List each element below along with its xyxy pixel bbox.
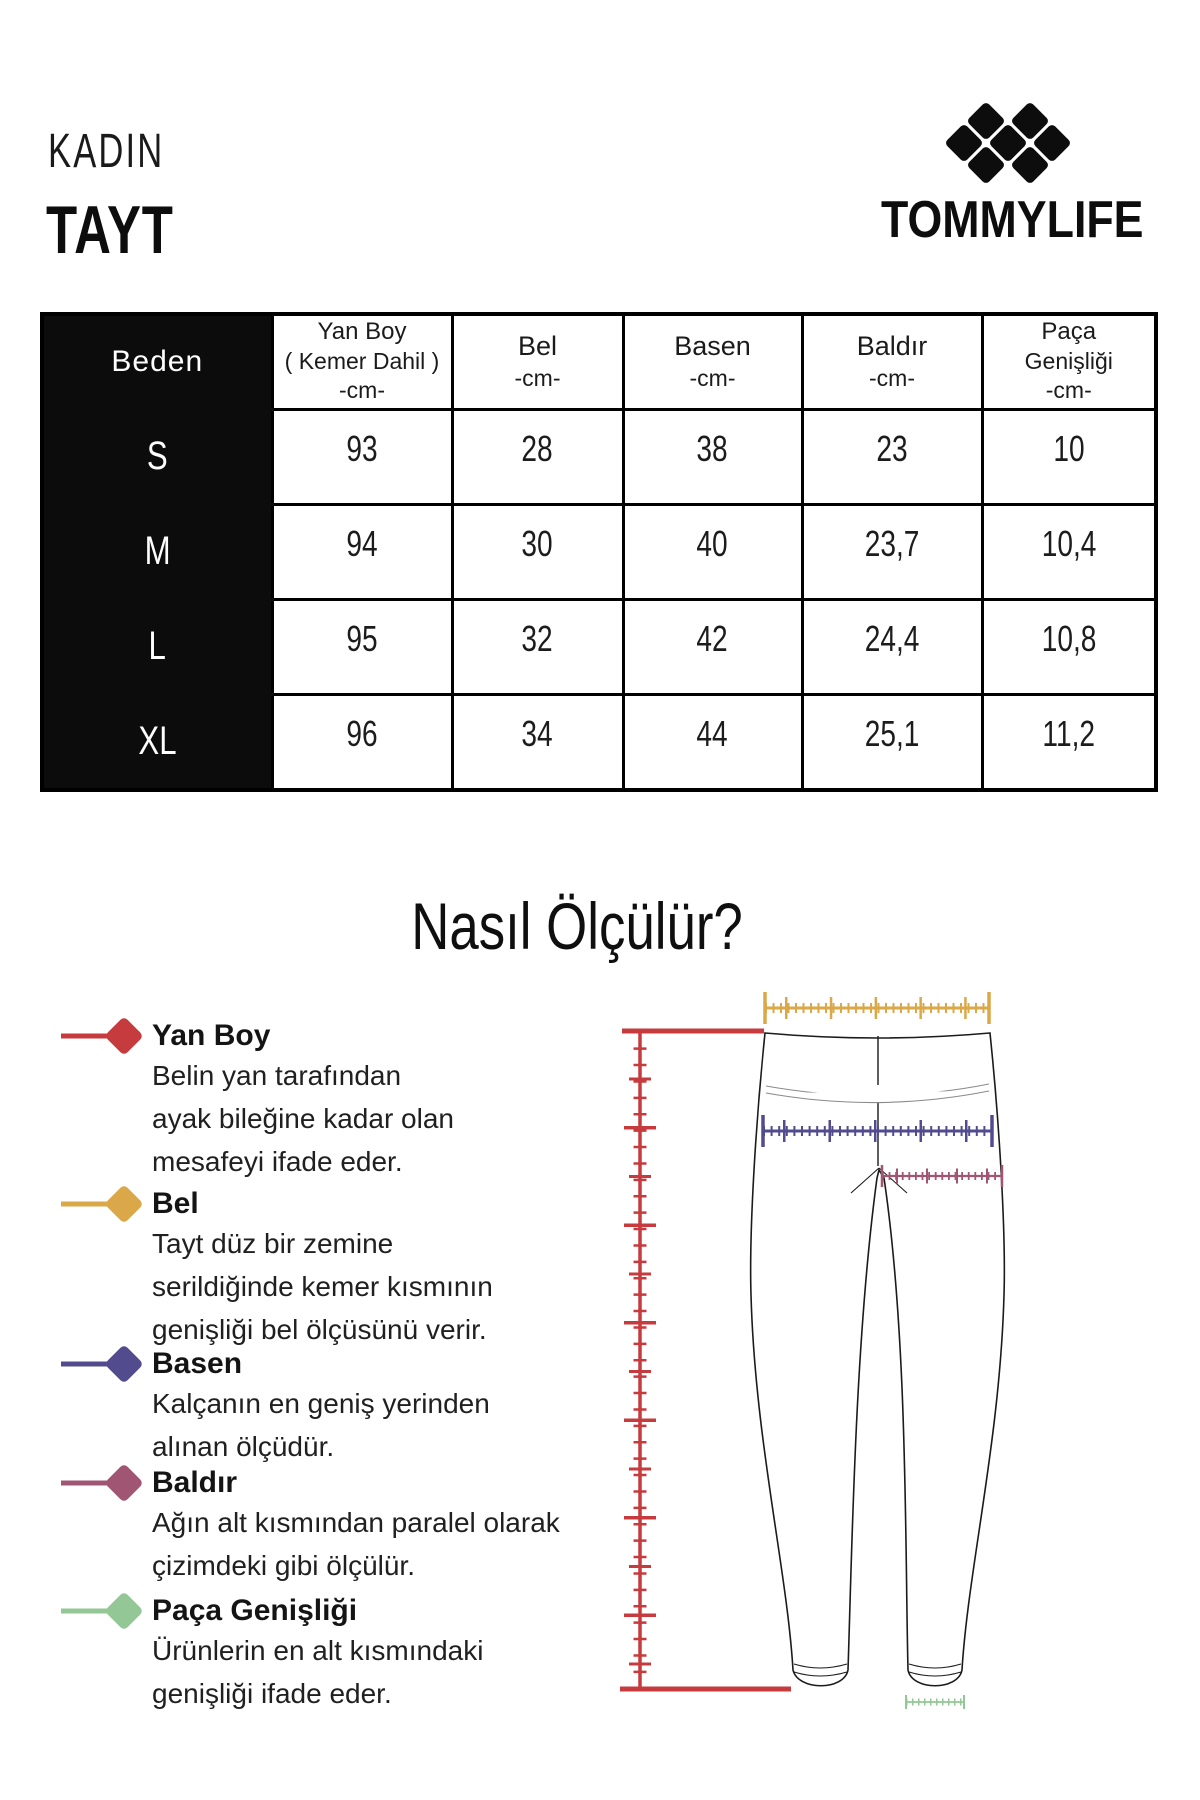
bel-ruler [765,992,989,1024]
cell-l-paca: 10,8 [982,599,1156,694]
legend-label: Baldır [152,1466,238,1499]
cell-s-baldir: 23 [802,409,982,504]
baldir-diamond-icon [58,1455,150,1511]
cell-xl-yanboy: 96 [272,694,452,790]
corner-label: Beden [111,344,204,378]
cell-m-bel: 30 [452,504,623,599]
column-header-baldir: Baldır -cm- [802,314,982,409]
legend-desc-line: Ürünlerin en alt kısmındaki [152,1635,484,1666]
paca-genisligi-ruler [906,1695,964,1709]
cell-s-basen: 38 [623,409,802,504]
legend-label: Yan Boy [152,1019,271,1052]
cell-m-baldir: 23,7 [802,504,982,599]
legend-desc-line: genişliği ifade eder. [152,1678,392,1709]
legend-desc-line: çizimdeki gibi ölçülür. [152,1550,415,1581]
category-label: KADIN [48,125,165,178]
legend-desc-line: Belin yan tarafından [152,1060,402,1091]
size-table [40,312,1158,792]
product-label: TAYT [46,192,174,268]
cell-xl-baldir: 25,1 [802,694,982,790]
size-label-m: M [42,504,272,599]
legend-desc-line: serildiğinde kemer kısmının [152,1271,493,1302]
size-table-corner [42,314,272,409]
legend-desc-line: Tayt düz bir zemine [152,1228,394,1259]
cell-l-basen: 42 [623,599,802,694]
leggings-measurement-diagram [540,980,1180,1720]
how-to-measure-title: Nasıl Ölçülür? [411,889,743,963]
table-row-m [42,504,1156,599]
cell-xl-paca: 11,2 [982,694,1156,790]
cell-m-yanboy: 94 [272,504,452,599]
legend-desc-line: ayak bileğine kadar olan [152,1103,454,1134]
legend-desc-line: Kalçanın en geniş yerinden [152,1388,490,1419]
cell-s-bel: 28 [452,409,623,504]
size-label-l: L [42,599,272,694]
tommylife-logo-icon [940,98,1076,188]
cell-m-basen: 40 [623,504,802,599]
column-header-bel: Bel -cm- [452,314,623,409]
table-row-l [42,599,1156,694]
logo-diamonds [944,101,1072,185]
column-header-paca-genisligi: Paça Genişliği -cm- [982,314,1156,409]
size-table-header-row [42,314,1156,409]
size-label-xl: XL [42,694,272,790]
cell-s-yanboy: 93 [272,409,452,504]
yan-boy-diamond-icon [58,1008,150,1064]
cell-l-bel: 32 [452,599,623,694]
legend-label: Bel [152,1187,199,1220]
cell-xl-bel: 34 [452,694,623,790]
legend-desc-line: mesafeyi ifade eder. [152,1146,403,1177]
cell-l-yanboy: 95 [272,599,452,694]
column-header-yan-boy: Yan Boy ( Kemer Dahil ) -cm- [272,314,452,409]
legend-desc-line: alınan ölçüdür. [152,1431,335,1462]
cell-l-baldir: 24,4 [802,599,982,694]
table-row-s [42,409,1156,504]
legend-label: Paça Genişliği [152,1594,358,1627]
legend-label: Basen [152,1347,243,1380]
paca-genisligi-diamond-icon [58,1583,150,1639]
legend-desc-line: Ağın alt kısmından paralel olarak [152,1507,560,1538]
cell-m-paca: 10,4 [982,504,1156,599]
bel-diamond-icon [58,1176,150,1232]
table-row-xl [42,694,1156,790]
size-label-s: S [42,409,272,504]
cell-xl-basen: 44 [623,694,802,790]
cell-s-paca: 10 [982,409,1156,504]
basen-diamond-icon [58,1336,150,1392]
legend-desc-line: genişliği bel ölçüsünü verir. [152,1314,487,1345]
column-header-basen: Basen -cm- [623,314,802,409]
brand-name: TOMMYLIFE [881,191,1144,249]
